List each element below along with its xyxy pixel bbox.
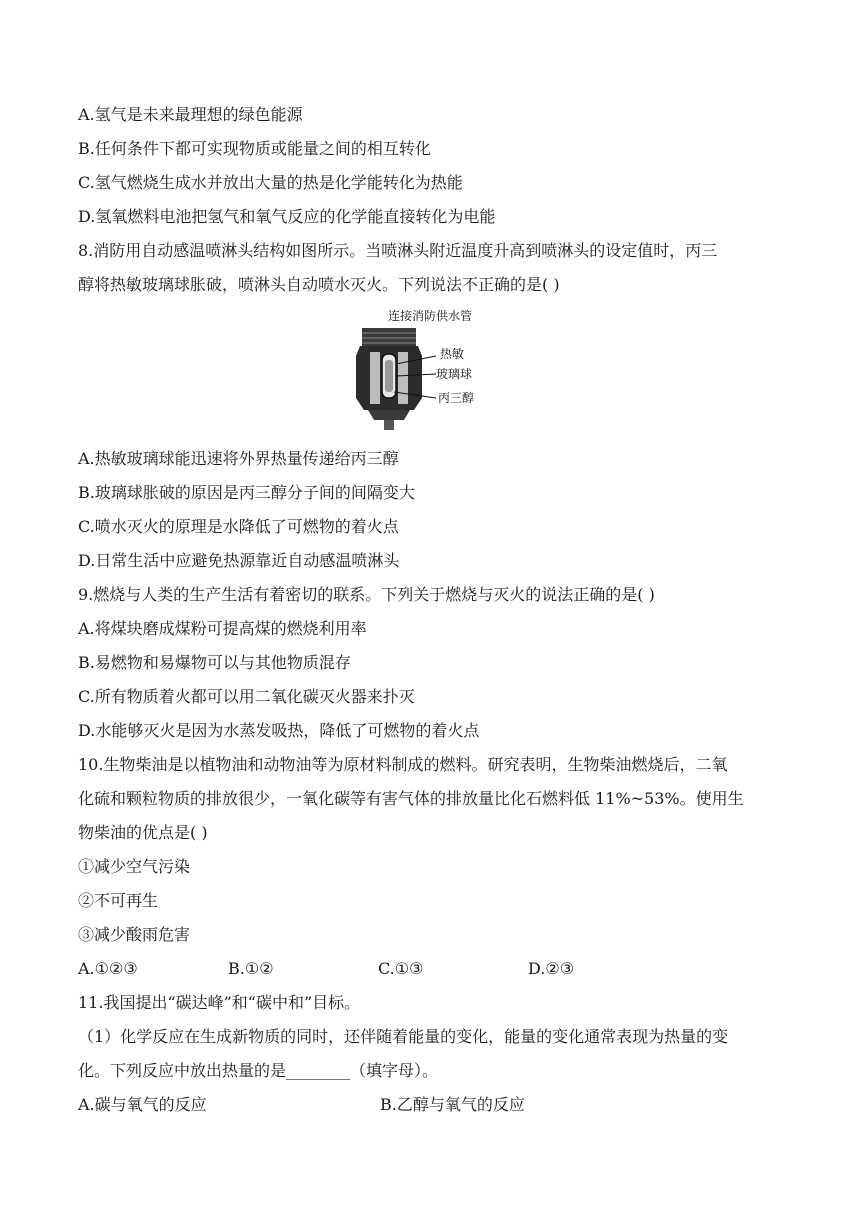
q8-option-c: C.喷水灭火的原理是水降低了可燃物的着火点 xyxy=(78,517,399,536)
q9-option-d: D.水能够灭火是因为水蒸发吸热，降低了可燃物的着火点 xyxy=(78,721,480,740)
q11-option-b: B.乙醇与氧气的反应 xyxy=(380,1095,525,1114)
sprinkler-figure xyxy=(350,306,512,436)
sprinkler-diagram xyxy=(350,306,512,436)
q9-stem: 9.燃烧与人类的生产生活有着密切的联系。下列关于燃烧与灭火的说法正确的是( ) xyxy=(78,585,655,604)
q10-item-2: ②不可再生 xyxy=(78,891,159,910)
q11-stem: 11.我国提出“碳达峰”和“碳中和”目标。 xyxy=(78,993,361,1012)
label-bulb-line1: 热敏 xyxy=(440,347,465,361)
q11-sub1-line2: 化。下列反应中放出热量的是________（填字母）。 xyxy=(78,1061,439,1080)
q10-stem-line3: 物柴油的优点是( ) xyxy=(78,823,208,842)
q10-option-d: D.②③ xyxy=(528,959,575,978)
q11-sub1-line1: （1）化学反应在生成新物质的同时，还伴随着能量的变化，能量的变化通常表现为热量的变 xyxy=(78,1027,729,1046)
q9-option-c: C.所有物质着火都可以用二氧化碳灭火器来扑灭 xyxy=(78,687,415,706)
q7-option-a: A.氢气是未来最理想的绿色能源 xyxy=(78,105,303,124)
q8-option-b: B.玻璃球胀破的原因是丙三醇分子间的间隔变大 xyxy=(78,483,415,502)
q8-option-d: D.日常生活中应避免热源靠近自动感温喷淋头 xyxy=(78,551,400,570)
q8-stem-line1: 8.消防用自动感温喷淋头结构如图所示。当喷淋头附近温度升高到喷淋头的设定值时，丙三 xyxy=(78,241,718,260)
q8-stem-line2: 醇将热敏玻璃球胀破，喷淋头自动喷水灭火。下列说法不正确的是( ) xyxy=(78,275,560,294)
q9-option-b: B.易燃物和易爆物可以与其他物质混存 xyxy=(78,653,351,672)
q7-option-c: C.氢气燃烧生成水并放出大量的热是化学能转化为热能 xyxy=(78,173,463,192)
q10-item-3: ③减少酸雨危害 xyxy=(78,925,191,944)
q10-item-1: ①减少空气污染 xyxy=(78,857,191,876)
q7-option-d: D.氢氧燃料电池把氢气和氧气反应的化学能直接转化为电能 xyxy=(78,207,496,226)
glycerol-liquid xyxy=(385,360,393,392)
sprinkler-deflector xyxy=(368,410,410,420)
q10-option-b: B.①② xyxy=(228,959,274,978)
figure-top-label: 连接消防供水管 xyxy=(387,309,473,323)
q10-stem-line1: 10.生物柴油是以植物油和动物油等为原材料制成的燃料。研究表明，生物柴油燃烧后，二氧 xyxy=(78,755,728,774)
q7-option-b: B.任何条件下都可实现物质或能量之间的相互转化 xyxy=(78,139,431,158)
label-bulb-line2: 玻璃球 xyxy=(436,367,473,381)
label-glycerol: 丙三醇 xyxy=(438,391,475,405)
q10-option-a: A.①②③ xyxy=(78,959,138,978)
q9-option-a: A.将煤块磨成煤粉可提高煤的燃烧利用率 xyxy=(78,619,367,638)
q11-option-a: A.碳与氧气的反应 xyxy=(78,1095,207,1114)
q8-option-a: A.热敏玻璃球能迅速将外界热量传递给丙三醇 xyxy=(78,449,399,468)
q10-stem-line2: 化硫和颗粒物质的排放很少，一氧化碳等有害气体的排放量比化石燃料低 11%~53%。使用生 xyxy=(78,789,744,808)
q10-option-c: C.①③ xyxy=(378,959,424,978)
